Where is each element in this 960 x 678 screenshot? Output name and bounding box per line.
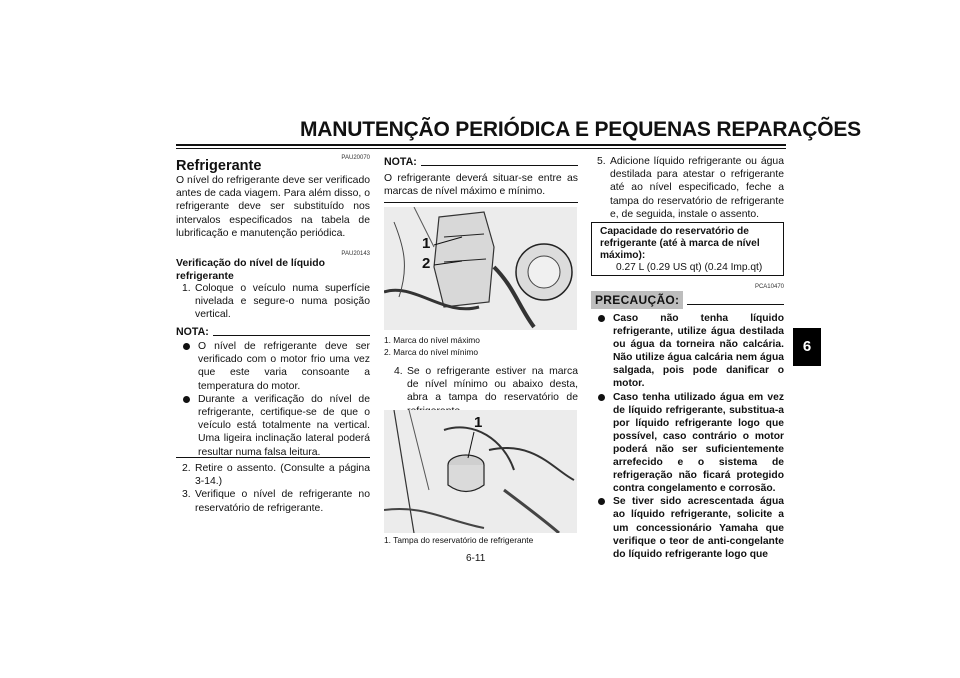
warning-label: PRECAUÇÃO: [591,291,683,309]
step-number: 1. [182,283,191,294]
steps-2-3: 2. Retire o assento. (Consulte a página 3-14.) 3. Verifique o nível de refrigerante no reservatório de refrigerante. [182,463,370,514]
spec-value: 0.27 L (0.29 US qt) (0.24 Imp.qt) [616,262,763,273]
list-item: Caso tenha utilizado água em vez de líquido refrigerante, substitua-a por líquido refrigerante logo que possível, caso contrário o motor poderá não ser suficientemente arrefecido e o sistema de refrigeração não ficará protegido contra congelamento e corrosão. [591,391,784,496]
subsection-code: PAU20143 [341,251,370,257]
nota-end-rule [384,202,578,203]
header-rule-thin [176,148,786,149]
step-text: Verifique o nível de refrigerante no reservatório de refrigerante. [195,489,370,514]
nota-header-2 [384,156,578,168]
figure-coolant-level-marks [384,207,577,330]
step-text: Adicione líquido refrigerante ou água destilada para atestar o refrigerante até ao nível especificado, feche a tampa do reservatório de refrigerante e, de seguida, instale o assento. [610,156,784,220]
step-text: Se o refrigerante estiver na marca de nível mínimo ou abaixo desta, abra a tampa do reservatório de [407,366,578,404]
step-text: Retire o assento. (Consulte a página 3-14.) [195,463,370,488]
header-rule [176,144,786,146]
warning-header [591,291,784,309]
bullet-icon [598,315,605,322]
page-header-title: MANUTENÇÃO PERIÓDICA E PEQUENAS REPARAÇÕES [300,118,861,141]
bullet-icon [183,343,190,350]
section-heading: Refrigerante [176,158,262,174]
nota-header [176,326,370,338]
nota-label: NOTA: [384,156,417,168]
capacity-spec-box [591,222,784,276]
nota-label: NOTA: [176,326,209,338]
callout-1: 1 [422,235,431,252]
callout-2: 2 [422,255,431,272]
list-item: Caso não tenha líquido refrigerante, utilize água destilada ou água da torneira não calcária. Não utilize água calcária nem água salgada, pois pode danificar o motor. [591,312,784,391]
nota-end-rule [176,457,370,458]
list-item: Durante a verificação do nível de refrigerante, certifique-se de que o veículo está totalmente na vertical. Uma ligeira inclinação lateral poderá resultar numa falsa leitura. [176,393,370,459]
figure-caption-1: 1. Marca do nível máximo 2. Marca do nível mínimo [384,335,480,357]
nota-bullets [176,340,370,459]
intro-paragraph: O nível do refrigerante deve ser verificado antes de cada viagem. Para além disso, o refrigerante deve ser substituído nos intervalos especificados na tabela de lubrificação e manutenção periódica. [176,175,370,239]
list-item: O nível de refrigerante deve ser verificado com o motor frio uma vez que este varia consoante a temperatura do motor. [176,340,370,393]
chapter-tab: 6 [793,328,821,366]
warning-code: PCA10470 [754,284,784,290]
callout-1: 1 [474,414,483,431]
subsection-heading: Verificação do nível de líquido refrigerante [176,258,325,282]
figure-reservoir-cap [384,410,577,533]
spec-title: Capacidade do reservatório de refrigerante (até à marca de nível máximo): [600,226,760,261]
coolant-reservoir-photo [384,207,577,330]
bullet-icon [183,396,190,403]
step-4: 4. Se o refrigerante estiver na marca de nível mínimo ou abaixo desta, abra a tampa do reservatório de [384,365,578,418]
bullet-icon [598,394,605,401]
section-code: PAU20070 [341,155,370,161]
step-1 [176,282,370,322]
figure-caption-2: 1. Tampa do reservatório de refrigerante [384,535,534,545]
page-number: 6-11 [466,553,486,564]
warning-bullets [591,312,784,561]
step-text: Coloque o veículo numa superfície nivelada e segure-o numa posição vertical. [195,283,370,321]
nota-text: O refrigerante deverá situar-se entre as marcas de nível máximo e mínimo. [384,173,578,198]
bullet-icon [598,498,605,505]
list-item: Se tiver sido acrescentada água ao líquido refrigerante, solicite a um concessionário Yamaha que verifique o teor de anti-congelante do líquido refrigerante logo que [591,495,784,560]
step-5: 5. Adicione líquido refrigerante ou água destilada para atestar o refrigerante até ao nível especificado, feche a tampa do reservatório de refrigerante e, de seguida, instale o assento. [597,156,784,220]
